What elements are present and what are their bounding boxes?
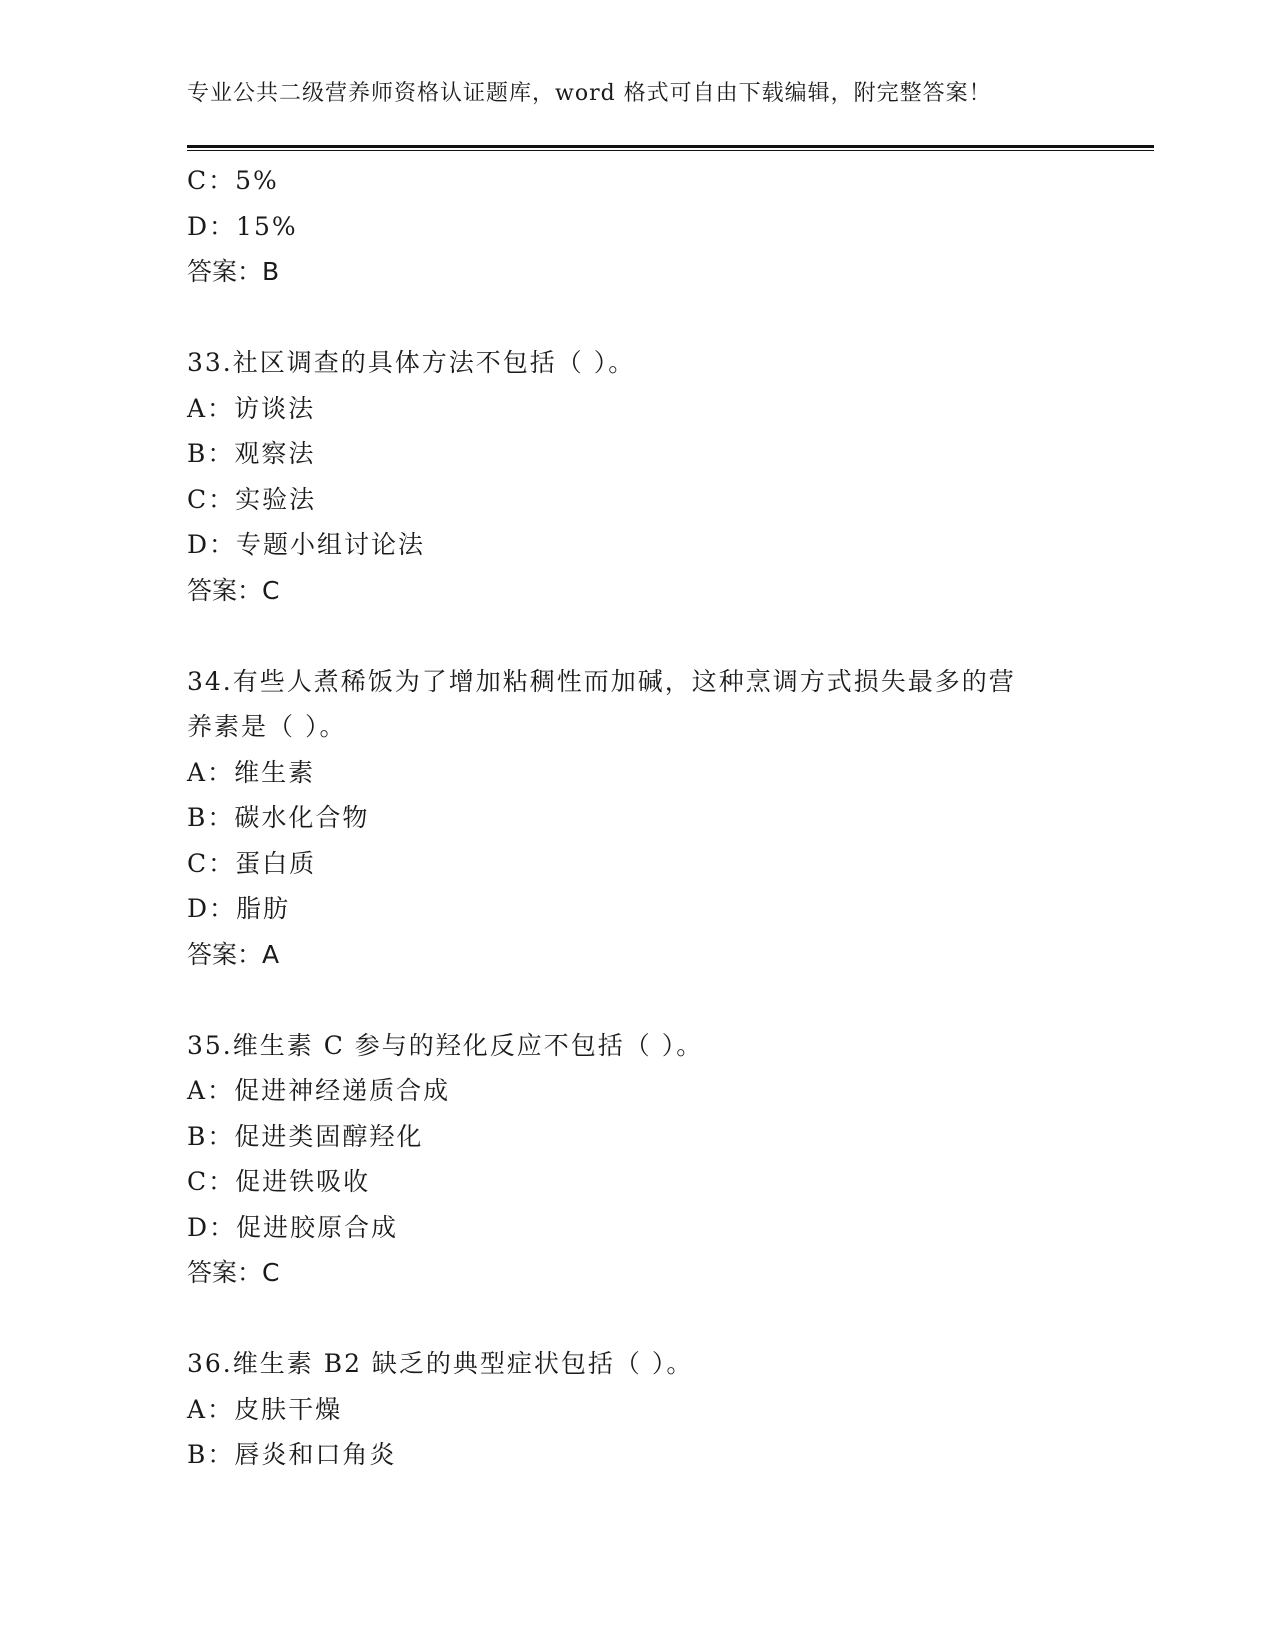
option-c: C：5%: [187, 166, 279, 195]
question-34-text: 34.有些人煮稀饭为了增加粘稠性而加碱，这种烹调方式损失最多的营: [187, 666, 1016, 696]
option-b: B：唇炎和口角炎: [187, 1440, 397, 1469]
option-a: A：皮肤干燥: [187, 1394, 343, 1424]
option-b: B：促进类固醇羟化: [187, 1121, 424, 1151]
option-b: B：碳水化合物: [187, 803, 370, 832]
spacer: [187, 1296, 1087, 1342]
question-36-text: 36.维生素 B2 缺乏的典型症状包括（ ）。: [187, 1349, 694, 1378]
option-d: D：脂肪: [187, 894, 291, 923]
question-content: [187, 158, 1087, 1478]
option-a: A：维生素: [187, 757, 316, 787]
option-a: A：访谈法: [187, 393, 316, 423]
answer-line: 答案：C: [187, 575, 280, 605]
answer-line: 答案：C: [187, 1258, 280, 1287]
page-header: 专业公共二级营养师资格认证题库，word 格式可自由下载编辑，附完整答案！: [187, 81, 992, 106]
spacer: [187, 977, 1087, 1023]
option-d: D：专题小组讨论法: [187, 530, 426, 559]
answer-line: 答案：B: [187, 257, 280, 286]
spacer: [187, 295, 1087, 341]
option-c: C：实验法: [187, 484, 317, 514]
answer-line: 答案：A: [187, 939, 280, 969]
option-a: A：促进神经递质合成: [187, 1076, 451, 1105]
question-35-text: 35.维生素 C 参与的羟化反应不包括（ ）。: [187, 1030, 704, 1060]
option-d: D：促进胶原合成: [187, 1212, 399, 1242]
question-34-text-cont: 养素是（ ）。: [187, 712, 347, 741]
option-b: B：观察法: [187, 439, 316, 468]
option-c: C：蛋白质: [187, 848, 317, 878]
spacer: [187, 613, 1087, 659]
question-33-text: 33.社区调查的具体方法不包括（ ）。: [187, 348, 636, 377]
header-rule-thin: [187, 150, 1154, 151]
header-rule-thick: [187, 145, 1154, 148]
option-c: C：促进铁吸收: [187, 1167, 371, 1196]
option-d: D：15%: [187, 211, 298, 241]
